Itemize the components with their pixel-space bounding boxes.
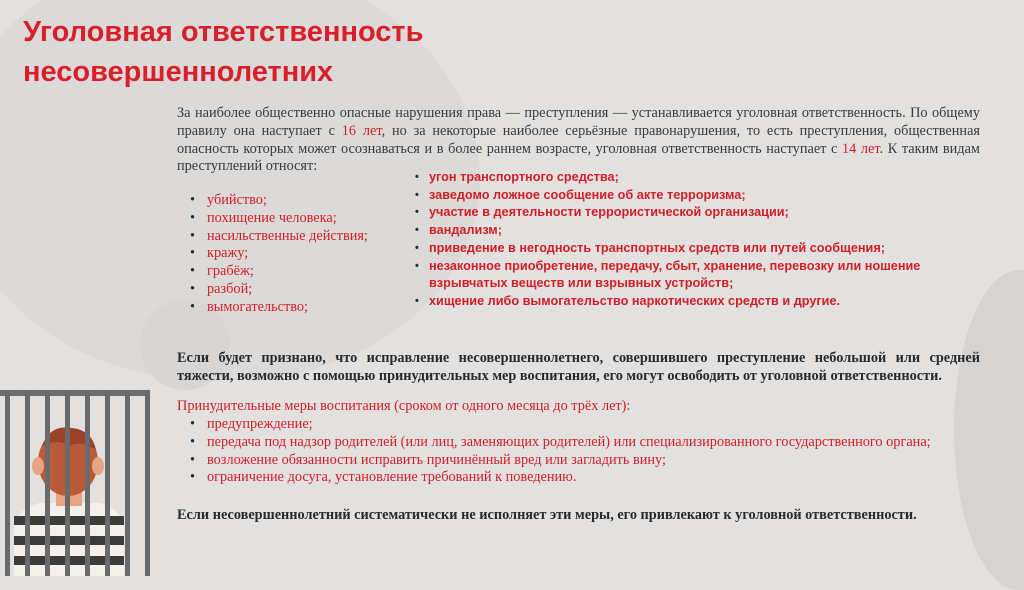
intro-paragraph: За наиболее общественно опасные нарушения права — преступления — устанавливается уголовная ответственность. По общему правилу она наступает с 16 лет, но за некоторые наиболее серьёзные правонарушения, то есть преступления, общественная опасность которых может осознаваться и в более раннем возрасте, уголовная ответственность наступает с 14 лет. К таким видам преступлений относят: [177,105,980,175]
crimes-list-right [415,169,945,311]
page-title: Уголовная ответственность несовершеннолетних [23,16,424,88]
measures-heading: Принудительные меры воспитания (сроком от одного месяца до трёх лет): [177,398,631,414]
crime-list-item: • убийство; [190,192,420,210]
crime-list-item: • участие в деятельности террористической организации; [415,204,945,222]
measure-list-item: • передача под надзор родителей (или лиц, заменяющих родителей) или специализированного государственного органа; [190,434,980,452]
crime-list-item: • вандализм; [415,222,945,240]
measure-list-item: • предупреждение; [190,416,980,434]
crime-list-item: • заведомо ложное сообщение об акте терроризма; [415,187,945,205]
measures-list [190,416,980,487]
crime-list-item: • приведение в негодность транспортных средств или путей сообщения; [415,240,945,258]
crime-list-item: • хищение либо вымогательство наркотических средств и другие. [415,293,945,311]
crime-list-item: • незаконное приобретение, передачу, сбыт, хранение, перевозку или ношение взрывчатых веществ или взрывных устройств; [415,258,945,293]
crime-list-item: • угон транспортного средства; [415,169,945,187]
measure-list-item: • ограничение досуга, установление требований к поведению. [190,469,980,487]
crime-list-item: • похищение человека; [190,210,420,228]
crime-list-item: • кражу; [190,245,420,263]
age-16: 16 лет [341,122,382,139]
crime-list-item: • разбой; [190,281,420,299]
crime-list-item: • насильственные действия; [190,228,420,246]
release-paragraph: Если будет признано, что исправление несовершеннолетнего, совершившего преступление небольшой или средней тяжести, возможно с помощью принудительных мер воспитания, его могут освободить от уголовной ответственности. [177,350,980,384]
boy-behind-bars-illustration [0,390,150,576]
age-14: 14 лет [841,140,880,157]
measure-list-item: • возложение обязанности исправить причинённый вред или загладить вину; [190,452,980,470]
crime-list-item: • вымогательство; [190,299,420,317]
closing-paragraph: Если несовершеннолетний систематически не исполняет эти меры, его привлекают к уголовной ответственности. [177,507,917,523]
crimes-list-left [190,192,420,317]
crime-list-item: • грабёж; [190,263,420,281]
